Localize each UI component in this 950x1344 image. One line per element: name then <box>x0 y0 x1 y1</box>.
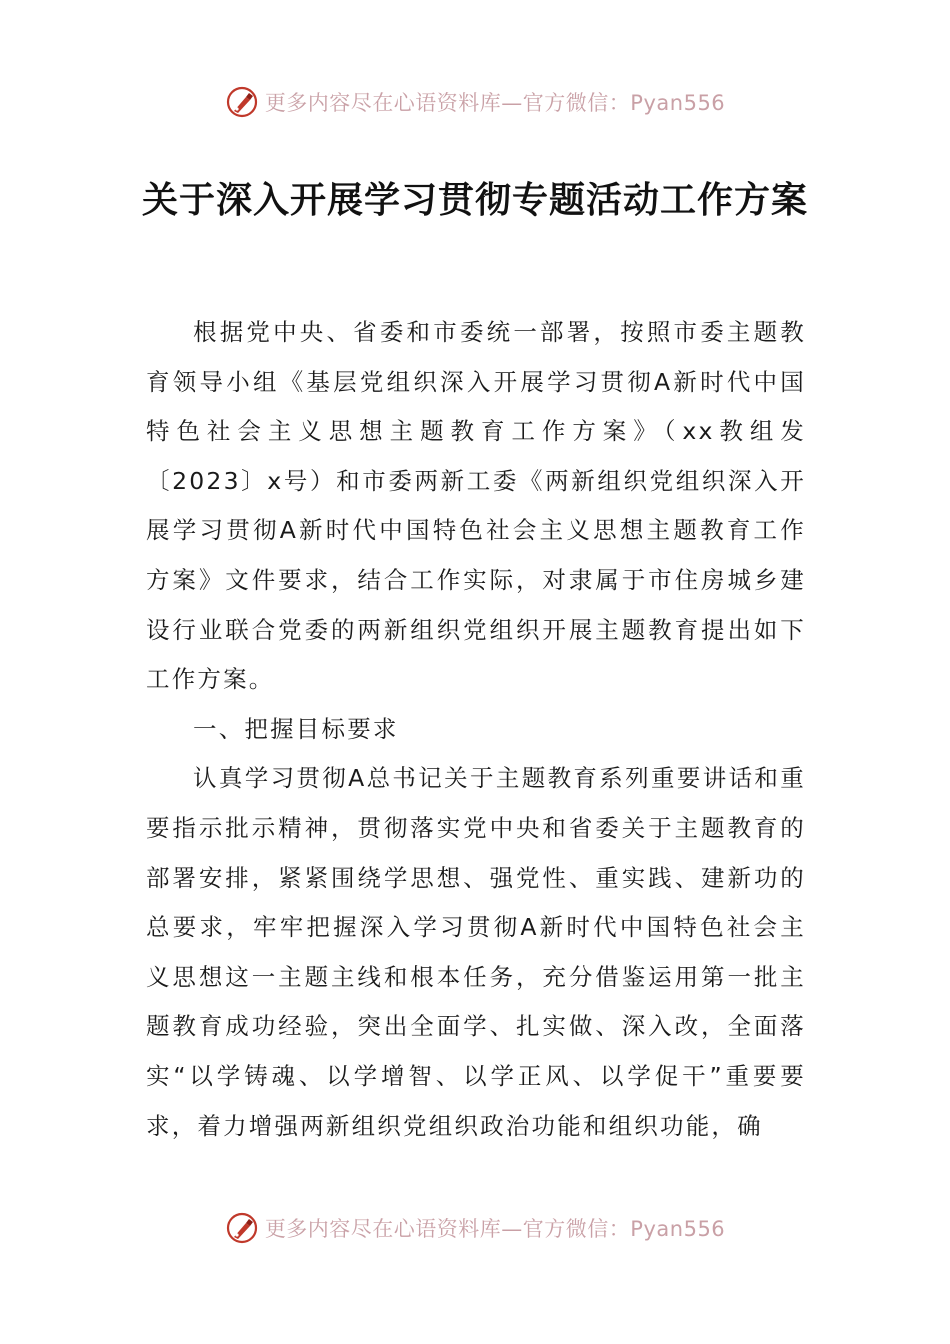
paragraph-intro: 根据党中央、省委和市委统一部署，按照市委主题教育领导小组《基层党组织深入开展学习贯彻A新时代中国特色社会主义思想主题教育工作方案》（xx教组发〔2023〕x号）和市委两新工委《两新组织党组织深入开展学习贯彻A新时代中国特色社会主义思想主题教育工作方案》文件要求，结合工作实际，对隶属于市住房城乡建设行业联合党委的两新组织党组织开展主题教育提出如下工作方案。 <box>146 318 806 694</box>
document-title: 关于深入开展学习贯彻专题活动工作方案 <box>141 180 808 221</box>
watermark-banner-bottom <box>0 1206 950 1250</box>
watermark-banner-top <box>0 80 950 124</box>
watermark-text: 更多内容尽在心语资料库—官方微信：Pyan556 <box>264 1217 726 1241</box>
paragraph-section-1: 认真学习贯彻A总书记关于主题教育系列重要讲话和重要指示批示精神，贯彻落实党中央和省委关于主题教育的部署安排，紧紧围绕学思想、强党性、重实践、建新功的总要求，牢牢把握深入学习贯彻A新时代中国特色社会主义思想这一主题主线和根本任务，充分借鉴运用第一批主题教育成功经验，突出全面学、扎实做、深入改，全面落实“以学铸魂、以学增智、以学正风、以学促干”重要要求，着力增强两新组织党组织政治功能和组织功能，确 <box>146 764 806 1140</box>
pen-nib-logo-icon <box>225 85 259 119</box>
pen-nib-logo-icon <box>225 1211 259 1245</box>
section-heading-1: 一、把握目标要求 <box>193 714 399 743</box>
watermark-text: 更多内容尽在心语资料库—官方微信：Pyan556 <box>264 91 726 115</box>
document-body <box>146 308 806 1151</box>
